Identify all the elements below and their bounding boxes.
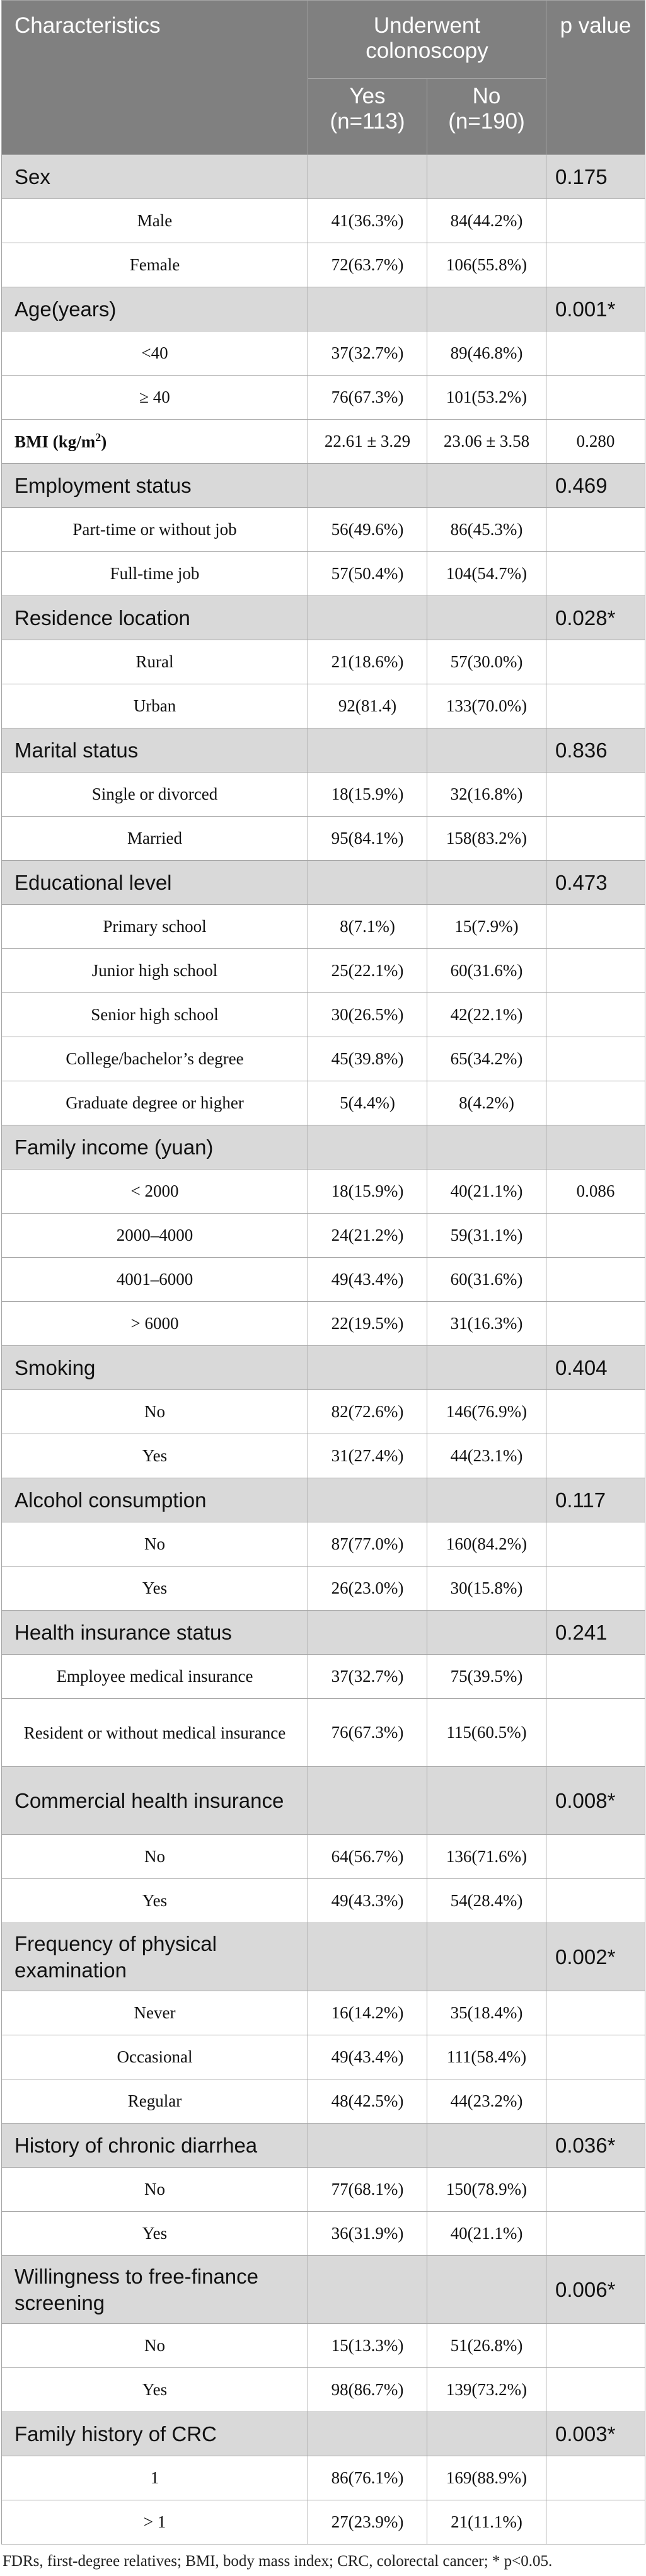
table-row-graduate-degree-or-higher	[2, 1081, 645, 1125]
row-label: Graduate degree or higher	[2, 1081, 308, 1125]
yes-value-cell: 25(22.1%)	[308, 949, 427, 993]
table-row-junior-high-school	[2, 949, 645, 993]
yes-value-cell: 27(23.9%)	[308, 2500, 427, 2544]
section-label: Alcohol consumption	[2, 1478, 308, 1522]
no-value-cell: 42(22.1%)	[427, 993, 546, 1037]
empty-cell	[427, 2412, 546, 2456]
yes-value-cell: 72(63.7%)	[308, 243, 427, 287]
table-row-no	[2, 2324, 645, 2368]
section-label: Frequency of physical examination	[2, 1923, 308, 1991]
p-value-cell	[546, 1081, 645, 1125]
no-value-cell: 44(23.1%)	[427, 1434, 546, 1478]
p-value-cell: 0.002*	[546, 1923, 645, 1991]
yes-value-cell: 77(68.1%)	[308, 2168, 427, 2212]
table-row-no	[2, 2168, 645, 2212]
table-row-no	[2, 1522, 645, 1567]
p-value-cell	[546, 1567, 645, 1611]
section-label: Employment status	[2, 464, 308, 508]
table-row-rural	[2, 640, 645, 684]
no-value-cell: 35(18.4%)	[427, 1991, 546, 2035]
table-header	[2, 1, 645, 155]
table-row-male	[2, 199, 645, 243]
table-row-40	[2, 376, 645, 420]
section-label: Age(years)	[2, 287, 308, 331]
p-value-cell: 0.836	[546, 728, 645, 773]
row-label: No	[2, 1522, 308, 1567]
p-value-cell	[546, 817, 645, 861]
bmi-label-text: BMI (kg/m	[14, 432, 96, 451]
p-value-cell	[546, 2079, 645, 2124]
empty-cell	[427, 2256, 546, 2324]
p-value-cell	[546, 1214, 645, 1258]
section-row-commercial-health-insurance	[2, 1767, 645, 1835]
no-value-cell: 158(83.2%)	[427, 817, 546, 861]
section-label: Health insurance status	[2, 1611, 308, 1655]
no-value-cell: 65(34.2%)	[427, 1037, 546, 1081]
p-value-cell	[546, 2324, 645, 2368]
yes-value-cell: 8(7.1%)	[308, 905, 427, 949]
no-value-cell: 44(23.2%)	[427, 2079, 546, 2124]
no-value-cell: 106(55.8%)	[427, 243, 546, 287]
no-value-cell: 84(44.2%)	[427, 199, 546, 243]
section-row-educational-level	[2, 861, 645, 905]
table-row-2000	[2, 1170, 645, 1214]
table-row-part-time-or-without-job	[2, 508, 645, 552]
empty-cell	[427, 1125, 546, 1170]
table-row-yes	[2, 1434, 645, 1478]
header-yes: Yes (n=113)	[308, 79, 427, 155]
yes-value-cell: 57(50.4%)	[308, 552, 427, 596]
p-value-cell	[546, 508, 645, 552]
header-p-value: p value	[546, 1, 645, 155]
table-row-senior-high-school	[2, 993, 645, 1037]
table-row-yes	[2, 2368, 645, 2412]
section-label: Family history of CRC	[2, 2412, 308, 2456]
row-label: No	[2, 2324, 308, 2368]
p-value-cell: 0.008*	[546, 1767, 645, 1835]
section-label: Willingness to free-finance screening	[2, 2256, 308, 2324]
row-label: Yes	[2, 1879, 308, 1923]
empty-cell	[308, 1346, 427, 1390]
header-underwent-colonoscopy: Underwent colonoscopy	[308, 1, 546, 79]
section-row-health-insurance-status	[2, 1611, 645, 1655]
no-value-cell: 150(78.9%)	[427, 2168, 546, 2212]
yes-value-cell: 18(15.9%)	[308, 1170, 427, 1214]
yes-value-cell: 56(49.6%)	[308, 508, 427, 552]
row-label: Yes	[2, 2368, 308, 2412]
no-value-cell: 31(16.3%)	[427, 1302, 546, 1346]
yes-value-cell: 49(43.4%)	[308, 2035, 427, 2079]
empty-cell	[308, 155, 427, 199]
empty-cell	[308, 1125, 427, 1170]
section-row-willingness-to-free-finance-screening	[2, 2256, 645, 2324]
yes-value-cell: 30(26.5%)	[308, 993, 427, 1037]
p-value-cell: 0.469	[546, 464, 645, 508]
section-row-residence-location	[2, 596, 645, 640]
table-row-married	[2, 817, 645, 861]
row-label: Part-time or without job	[2, 508, 308, 552]
yes-value-cell: 95(84.1%)	[308, 817, 427, 861]
section-row-employment-status	[2, 464, 645, 508]
yes-value-cell: 76(67.3%)	[308, 376, 427, 420]
p-value-cell	[546, 552, 645, 596]
no-value-cell: 30(15.8%)	[427, 1567, 546, 1611]
p-value-cell: 0.028*	[546, 596, 645, 640]
table-row-6000	[2, 1302, 645, 1346]
section-label: Marital status	[2, 728, 308, 773]
row-label: Occasional	[2, 2035, 308, 2079]
no-value-cell: 23.06 ± 3.58	[427, 420, 546, 464]
yes-value-cell: 18(15.9%)	[308, 773, 427, 817]
yes-value-cell: 76(67.3%)	[308, 1699, 427, 1767]
section-row-family-history-of-crc	[2, 2412, 645, 2456]
no-value-cell: 59(31.1%)	[427, 1214, 546, 1258]
section-row-marital-status	[2, 728, 645, 773]
bmi-label-superscript: 2	[95, 431, 101, 444]
yes-value-cell: 49(43.4%)	[308, 1258, 427, 1302]
section-row-history-of-chronic-diarrhea	[2, 2124, 645, 2168]
table-body	[2, 155, 645, 2544]
no-value-cell: 57(30.0%)	[427, 640, 546, 684]
yes-value-cell: 24(21.2%)	[308, 1214, 427, 1258]
yes-value-cell: 64(56.7%)	[308, 1835, 427, 1879]
row-label: 4001–6000	[2, 1258, 308, 1302]
table-row-urban	[2, 684, 645, 728]
p-value-cell: 0.473	[546, 861, 645, 905]
p-value-cell: 0.086	[546, 1170, 645, 1214]
p-value-cell	[546, 376, 645, 420]
p-value-cell: 0.036*	[546, 2124, 645, 2168]
section-row-sex	[2, 155, 645, 199]
empty-cell	[308, 861, 427, 905]
no-value-cell: 133(70.0%)	[427, 684, 546, 728]
row-label: Rural	[2, 640, 308, 684]
row-label: No	[2, 1390, 308, 1434]
section-row-smoking	[2, 1346, 645, 1390]
yes-value-cell: 31(27.4%)	[308, 1434, 427, 1478]
p-value-cell: 0.241	[546, 1611, 645, 1655]
no-value-cell: 86(45.3%)	[427, 508, 546, 552]
row-label: 1	[2, 2456, 308, 2500]
no-value-cell: 146(76.9%)	[427, 1390, 546, 1434]
p-value-cell	[546, 1302, 645, 1346]
row-label: Regular	[2, 2079, 308, 2124]
row-label: No	[2, 2168, 308, 2212]
p-value-cell: 0.404	[546, 1346, 645, 1390]
empty-cell	[308, 1478, 427, 1522]
empty-cell	[308, 2256, 427, 2324]
row-label: Employee medical insurance	[2, 1655, 308, 1699]
yes-value-cell: 82(72.6%)	[308, 1390, 427, 1434]
p-value-cell	[546, 331, 645, 376]
yes-value-cell: 86(76.1%)	[308, 2456, 427, 2500]
no-value-cell: 60(31.6%)	[427, 1258, 546, 1302]
empty-cell	[427, 287, 546, 331]
table-row-yes	[2, 1879, 645, 1923]
table-row-occasional	[2, 2035, 645, 2079]
row-label: Male	[2, 199, 308, 243]
row-label: Female	[2, 243, 308, 287]
p-value-cell	[546, 1434, 645, 1478]
p-value-cell	[546, 949, 645, 993]
table-row-40	[2, 331, 645, 376]
yes-value-cell: 22(19.5%)	[308, 1302, 427, 1346]
p-value-cell	[546, 1991, 645, 2035]
no-value-cell: 89(46.8%)	[427, 331, 546, 376]
table-row-1	[2, 2500, 645, 2544]
yes-value-cell: 45(39.8%)	[308, 1037, 427, 1081]
no-value-cell: 40(21.1%)	[427, 2212, 546, 2256]
table-row-1	[2, 2456, 645, 2500]
no-value-cell: 139(73.2%)	[427, 2368, 546, 2412]
yes-value-cell: 26(23.0%)	[308, 1567, 427, 1611]
empty-cell	[427, 1478, 546, 1522]
p-value-cell	[546, 640, 645, 684]
p-value-cell	[546, 1879, 645, 1923]
no-value-cell: 15(7.9%)	[427, 905, 546, 949]
row-label: > 6000	[2, 1302, 308, 1346]
no-value-cell: 101(53.2%)	[427, 376, 546, 420]
table-container	[1, 0, 645, 2544]
empty-cell	[308, 1767, 427, 1835]
section-label: Sex	[2, 155, 308, 199]
p-value-cell	[546, 1258, 645, 1302]
p-value-cell	[546, 2212, 645, 2256]
p-value-cell	[546, 773, 645, 817]
no-value-cell: 111(58.4%)	[427, 2035, 546, 2079]
yes-value-cell: 16(14.2%)	[308, 1991, 427, 2035]
yes-value-cell: 49(43.3%)	[308, 1879, 427, 1923]
p-value-cell	[546, 243, 645, 287]
row-label: 2000–4000	[2, 1214, 308, 1258]
row-label: < 2000	[2, 1170, 308, 1214]
yes-value-cell: 5(4.4%)	[308, 1081, 427, 1125]
row-label: Senior high school	[2, 993, 308, 1037]
empty-cell	[308, 596, 427, 640]
table-row-yes	[2, 2212, 645, 2256]
row-label: Never	[2, 1991, 308, 2035]
row-label: Yes	[2, 2212, 308, 2256]
table-row-single-or-divorced	[2, 773, 645, 817]
row-label: <40	[2, 331, 308, 376]
yes-value-cell: 41(36.3%)	[308, 199, 427, 243]
section-row-age-years	[2, 287, 645, 331]
table-row-2000-4000	[2, 1214, 645, 1258]
empty-cell	[308, 2412, 427, 2456]
p-value-cell	[546, 1037, 645, 1081]
empty-cell	[427, 861, 546, 905]
table-row-college-bachelor-s-degree	[2, 1037, 645, 1081]
row-label: Primary school	[2, 905, 308, 949]
section-label: Smoking	[2, 1346, 308, 1390]
table-row-4001-6000	[2, 1258, 645, 1302]
p-value-cell: 0.001*	[546, 287, 645, 331]
table-row-full-time-job	[2, 552, 645, 596]
p-value-cell	[546, 2168, 645, 2212]
row-label: ≥ 40	[2, 376, 308, 420]
section-label: Family income (yuan)	[2, 1125, 308, 1170]
no-value-cell: 136(71.6%)	[427, 1835, 546, 1879]
p-value-cell	[546, 1522, 645, 1567]
table-row-resident-or-without-medical-insurance	[2, 1699, 645, 1767]
section-label: Educational level	[2, 861, 308, 905]
no-value-cell: 115(60.5%)	[427, 1699, 546, 1767]
empty-cell	[308, 1611, 427, 1655]
p-value-cell: 0.003*	[546, 2412, 645, 2456]
p-value-cell	[546, 2368, 645, 2412]
no-value-cell: 75(39.5%)	[427, 1655, 546, 1699]
row-label: No	[2, 1835, 308, 1879]
empty-cell	[308, 464, 427, 508]
yes-value-cell: 36(31.9%)	[308, 2212, 427, 2256]
table-row-primary-school	[2, 905, 645, 949]
no-value-cell: 104(54.7%)	[427, 552, 546, 596]
empty-cell	[427, 155, 546, 199]
p-value-cell	[546, 1390, 645, 1434]
characteristics-table	[1, 0, 645, 2544]
row-label: Single or divorced	[2, 773, 308, 817]
yes-value-cell: 15(13.3%)	[308, 2324, 427, 2368]
empty-cell	[427, 2124, 546, 2168]
empty-cell	[308, 2124, 427, 2168]
no-value-cell: 51(26.8%)	[427, 2324, 546, 2368]
row-label: Full-time job	[2, 552, 308, 596]
no-value-cell: 8(4.2%)	[427, 1081, 546, 1125]
row-label: Junior high school	[2, 949, 308, 993]
p-value-cell	[546, 199, 645, 243]
header-no: No (n=190)	[427, 79, 546, 155]
p-value-cell	[546, 905, 645, 949]
row-label: Resident or without medical insurance	[2, 1699, 308, 1767]
p-value-cell: 0.175	[546, 155, 645, 199]
row-label: Yes	[2, 1434, 308, 1478]
yes-value-cell: 48(42.5%)	[308, 2079, 427, 2124]
p-value-cell	[546, 1125, 645, 1170]
row-label: Yes	[2, 1567, 308, 1611]
row-label: Married	[2, 817, 308, 861]
yes-value-cell: 22.61 ± 3.29	[308, 420, 427, 464]
no-value-cell: 21(11.1%)	[427, 2500, 546, 2544]
header-characteristics: Characteristics	[2, 1, 308, 155]
empty-cell	[308, 1923, 427, 1991]
p-value-cell	[546, 2035, 645, 2079]
p-value-cell	[546, 1699, 645, 1767]
p-value-cell: 0.006*	[546, 2256, 645, 2324]
section-row-frequency-of-physical-examination	[2, 1923, 645, 1991]
table-row-female	[2, 243, 645, 287]
bmi-label	[2, 420, 308, 464]
p-value-cell	[546, 684, 645, 728]
table-row-employee-medical-insurance	[2, 1655, 645, 1699]
empty-cell	[308, 287, 427, 331]
empty-cell	[427, 1611, 546, 1655]
p-value-cell	[546, 993, 645, 1037]
no-value-cell: 54(28.4%)	[427, 1879, 546, 1923]
p-value-cell	[546, 1655, 645, 1699]
row-label: College/bachelor’s degree	[2, 1037, 308, 1081]
section-row-alcohol-consumption	[2, 1478, 645, 1522]
no-value-cell: 160(84.2%)	[427, 1522, 546, 1567]
section-row-family-income-yuan	[2, 1125, 645, 1170]
bmi-label-end: )	[101, 432, 107, 451]
yes-value-cell: 92(81.4)	[308, 684, 427, 728]
table-row-regular	[2, 2079, 645, 2124]
p-value-cell	[546, 2456, 645, 2500]
yes-value-cell: 37(32.7%)	[308, 331, 427, 376]
yes-value-cell: 87(77.0%)	[308, 1522, 427, 1567]
yes-value-cell: 37(32.7%)	[308, 1655, 427, 1699]
p-value-cell: 0.280	[546, 420, 645, 464]
table-footnote: FDRs, first-degree relatives; BMI, body mass index; CRC, colorectal cancer; * p<0.05.	[3, 2553, 553, 2570]
no-value-cell: 40(21.1%)	[427, 1170, 546, 1214]
no-value-cell: 32(16.8%)	[427, 773, 546, 817]
table-row-no	[2, 1390, 645, 1434]
empty-cell	[427, 1767, 546, 1835]
empty-cell	[308, 728, 427, 773]
empty-cell	[427, 1923, 546, 1991]
empty-cell	[427, 596, 546, 640]
p-value-cell	[546, 2500, 645, 2544]
bmi-row	[2, 420, 645, 464]
no-value-cell: 169(88.9%)	[427, 2456, 546, 2500]
section-label: Residence location	[2, 596, 308, 640]
empty-cell	[427, 728, 546, 773]
section-label: Commercial health insurance	[2, 1767, 308, 1835]
empty-cell	[427, 464, 546, 508]
yes-value-cell: 21(18.6%)	[308, 640, 427, 684]
table-row-no	[2, 1835, 645, 1879]
table-row-never	[2, 1991, 645, 2035]
yes-value-cell: 98(86.7%)	[308, 2368, 427, 2412]
p-value-cell: 0.117	[546, 1478, 645, 1522]
no-value-cell: 60(31.6%)	[427, 949, 546, 993]
empty-cell	[427, 1346, 546, 1390]
row-label: Urban	[2, 684, 308, 728]
row-label: > 1	[2, 2500, 308, 2544]
p-value-cell	[546, 1835, 645, 1879]
table-row-yes	[2, 1567, 645, 1611]
section-label: History of chronic diarrhea	[2, 2124, 308, 2168]
